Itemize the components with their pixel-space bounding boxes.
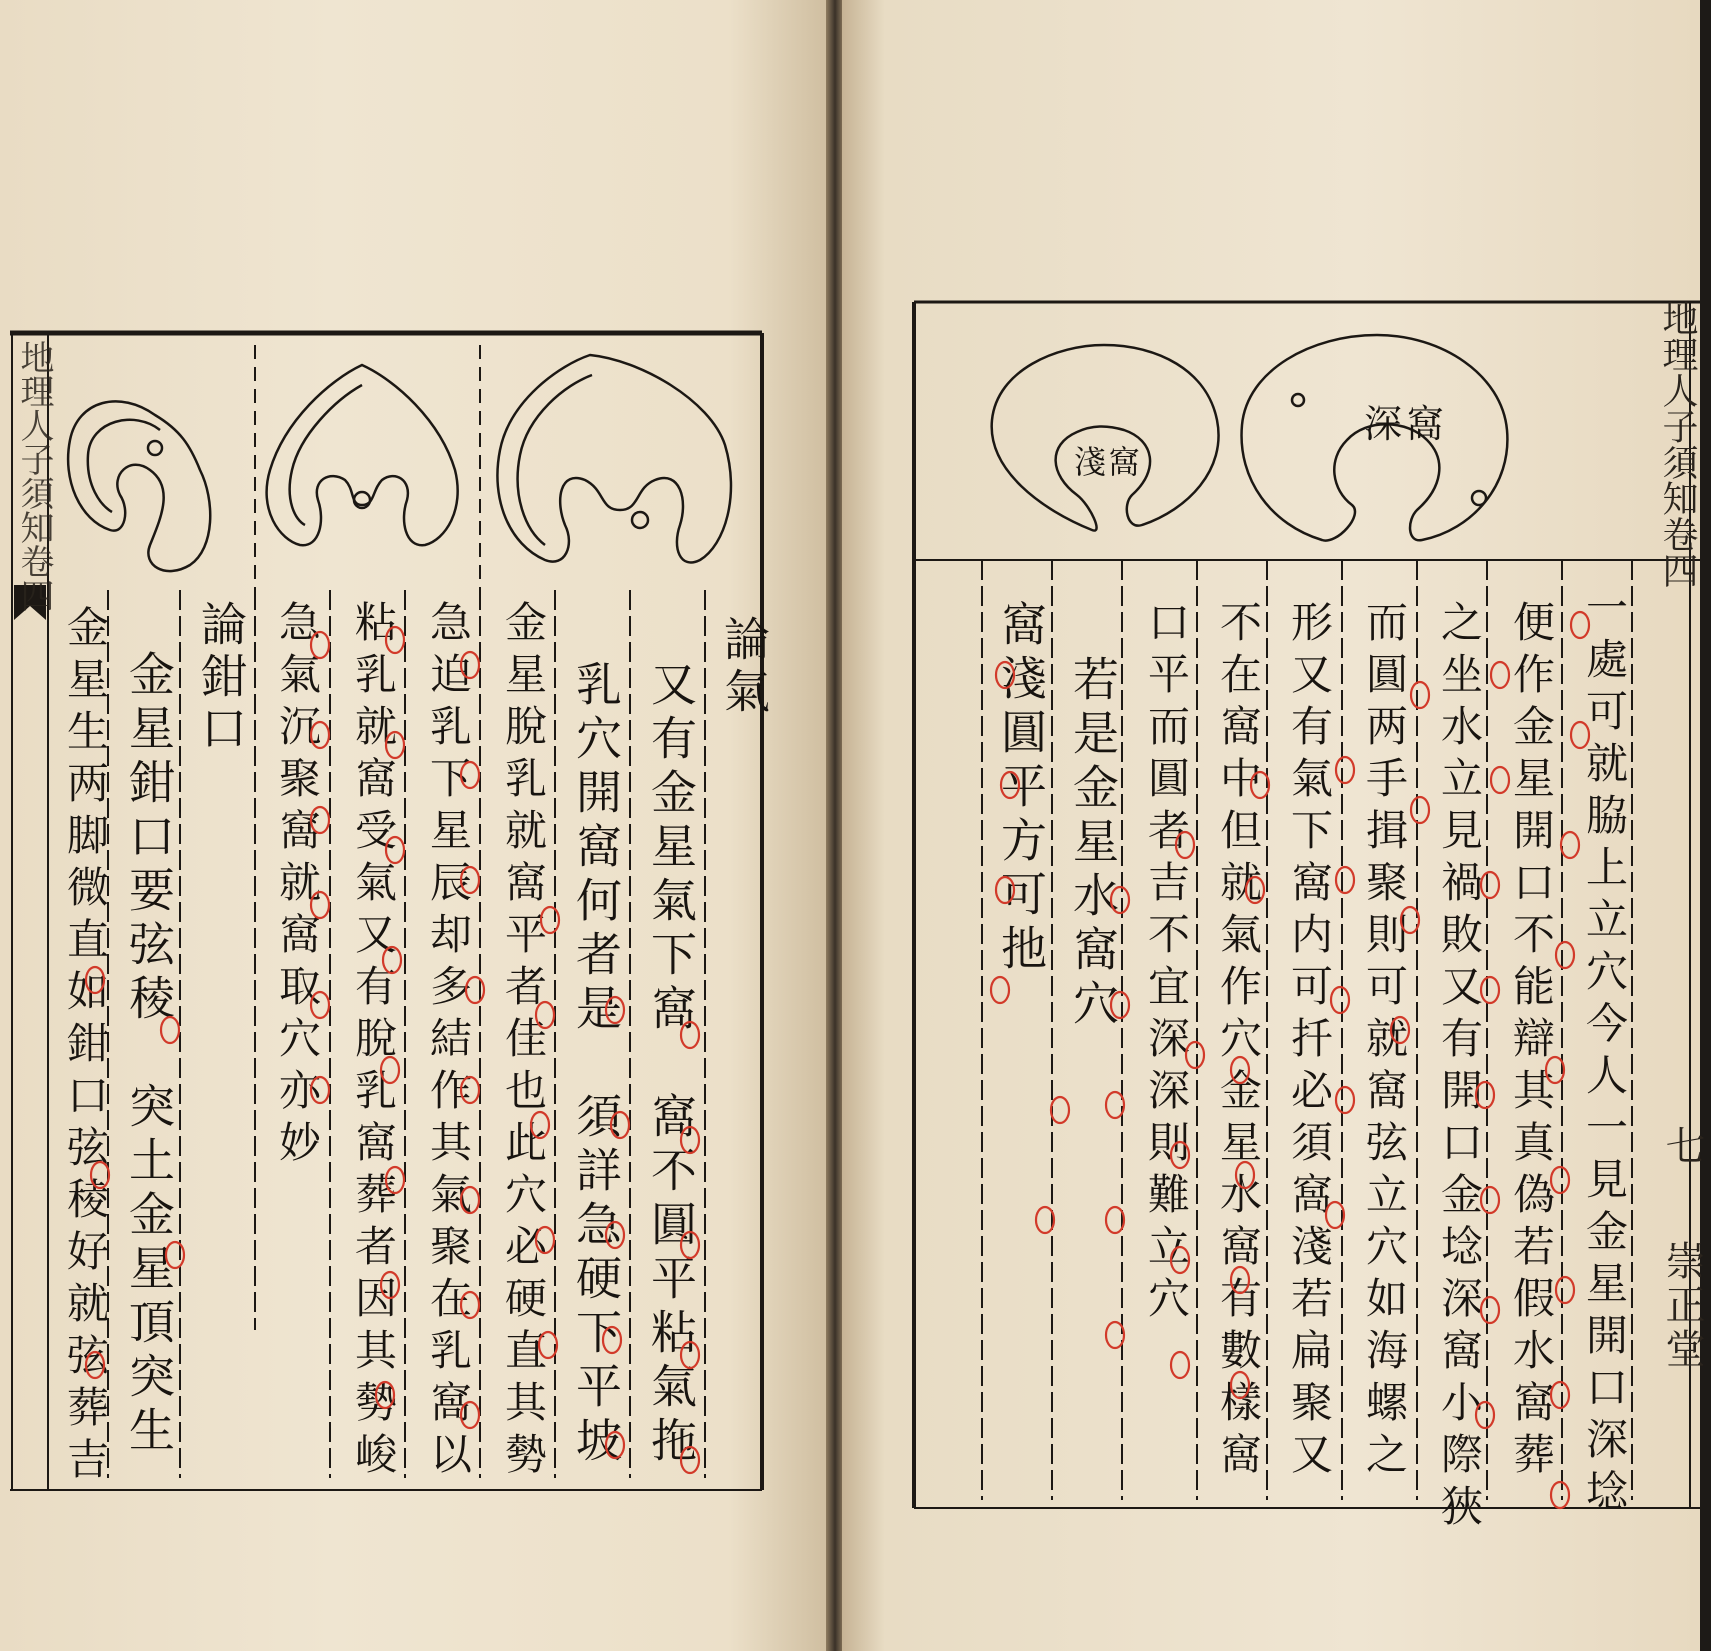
- right-col-9: 窩淺圓平方可扡: [994, 600, 1048, 978]
- left-col-1: 論氣: [717, 615, 771, 719]
- right-col-4: 而圓两手揖聚則可就窩弦立穴如海螺之: [1360, 600, 1409, 1484]
- left-col-4: 金星脫乳就窩平者佳也此穴必硬直其勢: [499, 600, 548, 1484]
- left-col-6: 粘乳就窩受氣又有脫乳窩葬者因其勢峻: [349, 600, 398, 1484]
- right-margin-publisher: 崇正堂: [1659, 1240, 1705, 1372]
- right-running-title: 地理人子須知卷四: [1657, 300, 1698, 588]
- right-page-frame: [842, 0, 1700, 1651]
- left-page: [0, 0, 828, 1651]
- right-diagram-label-deep: 深窩: [1364, 402, 1449, 446]
- left-col-7: 急氣沉聚窩就窩取穴亦妙: [273, 600, 322, 1172]
- left-col-9: 金星鉗口要弦稜 突土金星頂突生: [122, 650, 176, 1460]
- right-col-6: 不在窩中但就氣作穴金星水窩有數樣窩: [1214, 600, 1263, 1484]
- right-col-8: 若是金星水窩穴: [1066, 655, 1120, 1033]
- right-col-5: 形又有氣下窩内可扦必須窩淺若扁聚又: [1285, 600, 1334, 1484]
- left-col-3: 乳穴開窩何者是 須詳急硬下平坡: [569, 660, 623, 1470]
- right-margin-page-number: 七: [1659, 1125, 1705, 1169]
- left-col-10: 金星生两脚微直如鉗口弦稜好就弦葬吉: [61, 605, 110, 1489]
- right-col-3: 之坐水立見禍敗又有開口金埝深窩小際狹: [1435, 600, 1484, 1536]
- right-col-1: 一處可就脇上立穴今人一見金星開口深埝: [1580, 585, 1629, 1521]
- left-col-2: 又有金星氣下窩 窩不圓平粘氣拖: [644, 660, 698, 1470]
- right-diagram-label-shallow: 淺窩: [1074, 443, 1143, 481]
- left-diagram-2: [267, 365, 458, 545]
- left-diagram-3: [497, 355, 731, 562]
- left-col-5: 急迫乳下星辰却多結作其氣聚在乳窩以: [424, 600, 473, 1484]
- left-diagram-1: [68, 401, 210, 571]
- right-page: [842, 0, 1705, 1651]
- right-col-7: 口平而圓者吉不宜深深則難立穴: [1142, 600, 1191, 1328]
- right-col-2: 便作金星開口不能辯其真偽若假水窩葬: [1507, 600, 1556, 1484]
- left-col-8: 論鉗口: [194, 600, 248, 756]
- left-running-title: 地理人子須知卷四: [14, 340, 54, 612]
